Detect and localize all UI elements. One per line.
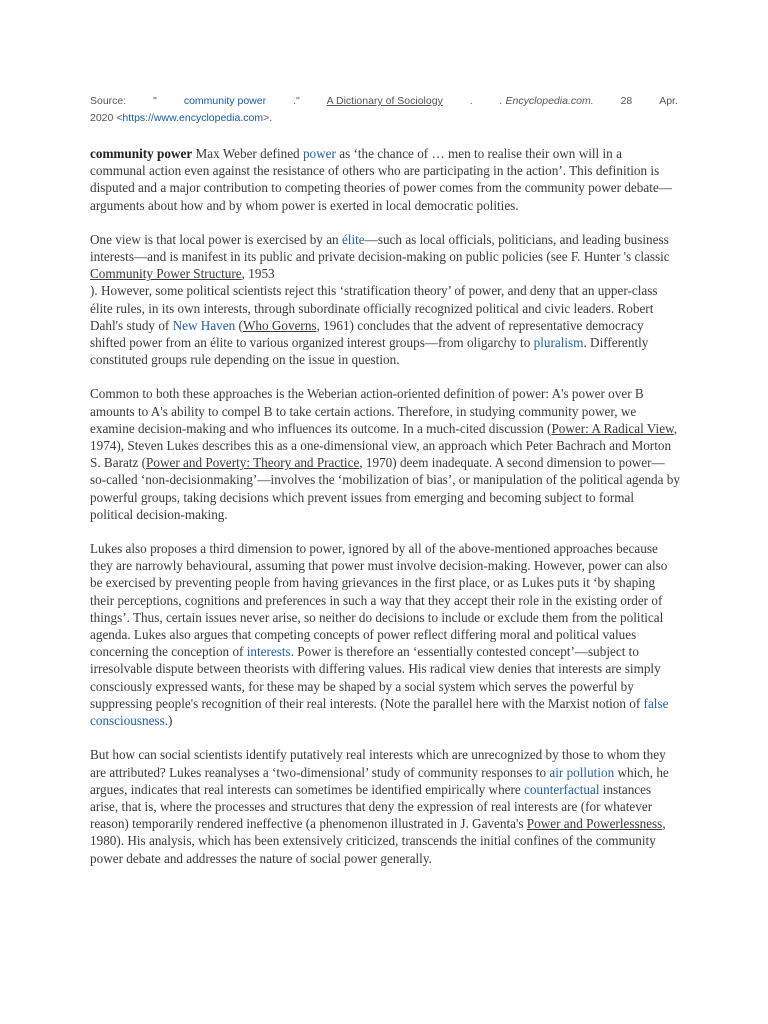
- text: —such as local officials, politicians, and leading business interests—and is manifest in its public and private decision-making on public policies (see F. Hunter 's classic: [90, 231, 670, 265]
- ref-power-and-powerlessness[interactable]: Power and Powerlessness: [526, 816, 663, 832]
- text: (: [235, 317, 243, 333]
- citation-year: 2020: [90, 112, 114, 124]
- ref-power-and-poverty[interactable]: Power and Poverty: Theory and Practice: [146, 455, 360, 471]
- quote-close: .": [293, 95, 300, 107]
- citation-month: Apr.: [659, 95, 678, 107]
- citation-site: . Encyclopedia.com.: [499, 95, 594, 107]
- paragraph-4: [90, 540, 680, 729]
- text: Max Weber defined: [192, 146, 303, 161]
- link-interests[interactable]: interests: [246, 644, 291, 660]
- ref-who-governs[interactable]: Who Governs: [242, 317, 317, 333]
- text: Lukes also proposes a third dimension to power, ignored by all of the above-mentioned approaches because they are narrowly behavioural, assuming that power must involve decision-making. However, power can also be exercised by preventing people from having grievances in the first place, or as Lukes puts it ‘by shaping their perceptions, cognitions and preferences in such a way that they accept their role in the existing order of things’. Thus, certain issues never arise, so neither do decisions to include or exclude them from the political agenda. Lukes also argues that competing concepts of power reflect differing moral and political values concerning the conception of: [90, 541, 668, 660]
- text: , 1953: [241, 266, 275, 282]
- citation-line-2: [90, 110, 678, 127]
- link-elite[interactable]: élite: [341, 231, 365, 247]
- citation-day: 28: [620, 95, 633, 107]
- ref-power-radical-view[interactable]: Power: A Radical View: [551, 420, 674, 436]
- link-pluralism[interactable]: pluralism: [533, 335, 584, 351]
- text: . Differently constituted groups rule depending on the issue in question.: [90, 335, 649, 368]
- article-body: [90, 145, 680, 884]
- citation-book-link[interactable]: A Dictionary of Sociology: [326, 95, 443, 107]
- text: , 1980). His analysis, which has been extensively criticized, transcends the initial confines of the community power debate and addresses the nature of social power generally.: [90, 816, 666, 866]
- text: , 1974), Steven Lukes describes this as a one-dimensional view, an approach which Peter Bachrach and Morton S. Baratz (: [90, 420, 678, 471]
- paragraph-2: [90, 231, 680, 369]
- text: One view is that local power is exercised by an: [90, 231, 342, 247]
- text: . Power is therefore an ‘essentially contested concept’—subject to irresolvable dispute between theorists with differing values. His radical view denies that interests are simply consciously expressed wants, for these may be shaped by a social system which serves the powerful by suppressing people's recognition of their real interests. (Note the parallel here with the Marxist notion of: [90, 644, 661, 711]
- link-false-consciousness[interactable]: false consciousness: [90, 695, 669, 729]
- paragraph-1: [90, 145, 680, 214]
- citation-gt: >.: [263, 112, 273, 124]
- text: ). However, some political scientists reject this ‘stratification theory’ of power, and deny that an upper-class élite rules, in its own interests, through subordinate officially recognized political and civic leaders. Robert Dahl's study of: [90, 283, 658, 333]
- text: .): [164, 713, 173, 729]
- paragraph-5: [90, 746, 680, 866]
- link-air-pollution[interactable]: air pollution: [549, 764, 615, 780]
- link-new-haven[interactable]: New Haven: [172, 317, 236, 333]
- text: Common to both these approaches is the Weberian action-oriented definition of power: A's power over B amounts to A's ability to compel B to take certain actions. Therefore, in studying community power, we examine decision-making and who influences its outcome. In a much-cited discussion (: [90, 386, 644, 436]
- ref-community-power-structure[interactable]: Community Power Structure: [90, 266, 242, 282]
- citation-topic-link[interactable]: community power: [183, 95, 267, 107]
- text: which, he argues, indicates that real interests can sometimes be identified empirically where: [90, 764, 669, 797]
- paragraph-3: [90, 385, 680, 523]
- citation-url-link[interactable]: https://www.encyclopedia.com: [122, 112, 264, 124]
- citation-sep: .: [469, 95, 473, 107]
- link-power[interactable]: power: [302, 146, 336, 161]
- text: , 1961) concludes that the advent of representative democracy shifted power from an élite to various organized interest groups—from oligarchy to: [90, 317, 644, 351]
- source-citation: [90, 93, 678, 127]
- quote-open: ": [153, 95, 157, 107]
- text: , 1970) deem inadequate. A second dimension to power—so-called ‘non-decisionmaking’—involves the ‘mobilization of bias’, or manipulation of the political agenda by powerful groups, taking decisions which prevent issues from emerging and becoming subject to formal political decision-making.: [90, 455, 680, 522]
- citation-line-1: [90, 93, 678, 110]
- link-counterfactual[interactable]: counterfactual: [524, 781, 600, 797]
- text: But how can social scientists identify putatively real interests which are unrecognized by those to whom they are attributed? Lukes reanalyses a ‘two-dimensional’ study of community responses to: [90, 747, 666, 780]
- text: as ‘the chance of … men to realise their own will in a communal action even against the resistance of others who are participating in the action’. This definition is disputed and a major contribution to competing theories of power comes from the community power debate—arguments about how and by whom power is exerted in local democratic polities.: [90, 146, 672, 213]
- source-label: Source:: [90, 95, 127, 107]
- entry-term: community power: [90, 146, 193, 161]
- citation-lt: <: [116, 112, 123, 124]
- text: instances arise, that is, where the processes and structures that deny the expression of real interests are (for whatever reason) temporarily rendered ineffective (a phenomenon illustrated in J. Gaventa's: [90, 781, 653, 832]
